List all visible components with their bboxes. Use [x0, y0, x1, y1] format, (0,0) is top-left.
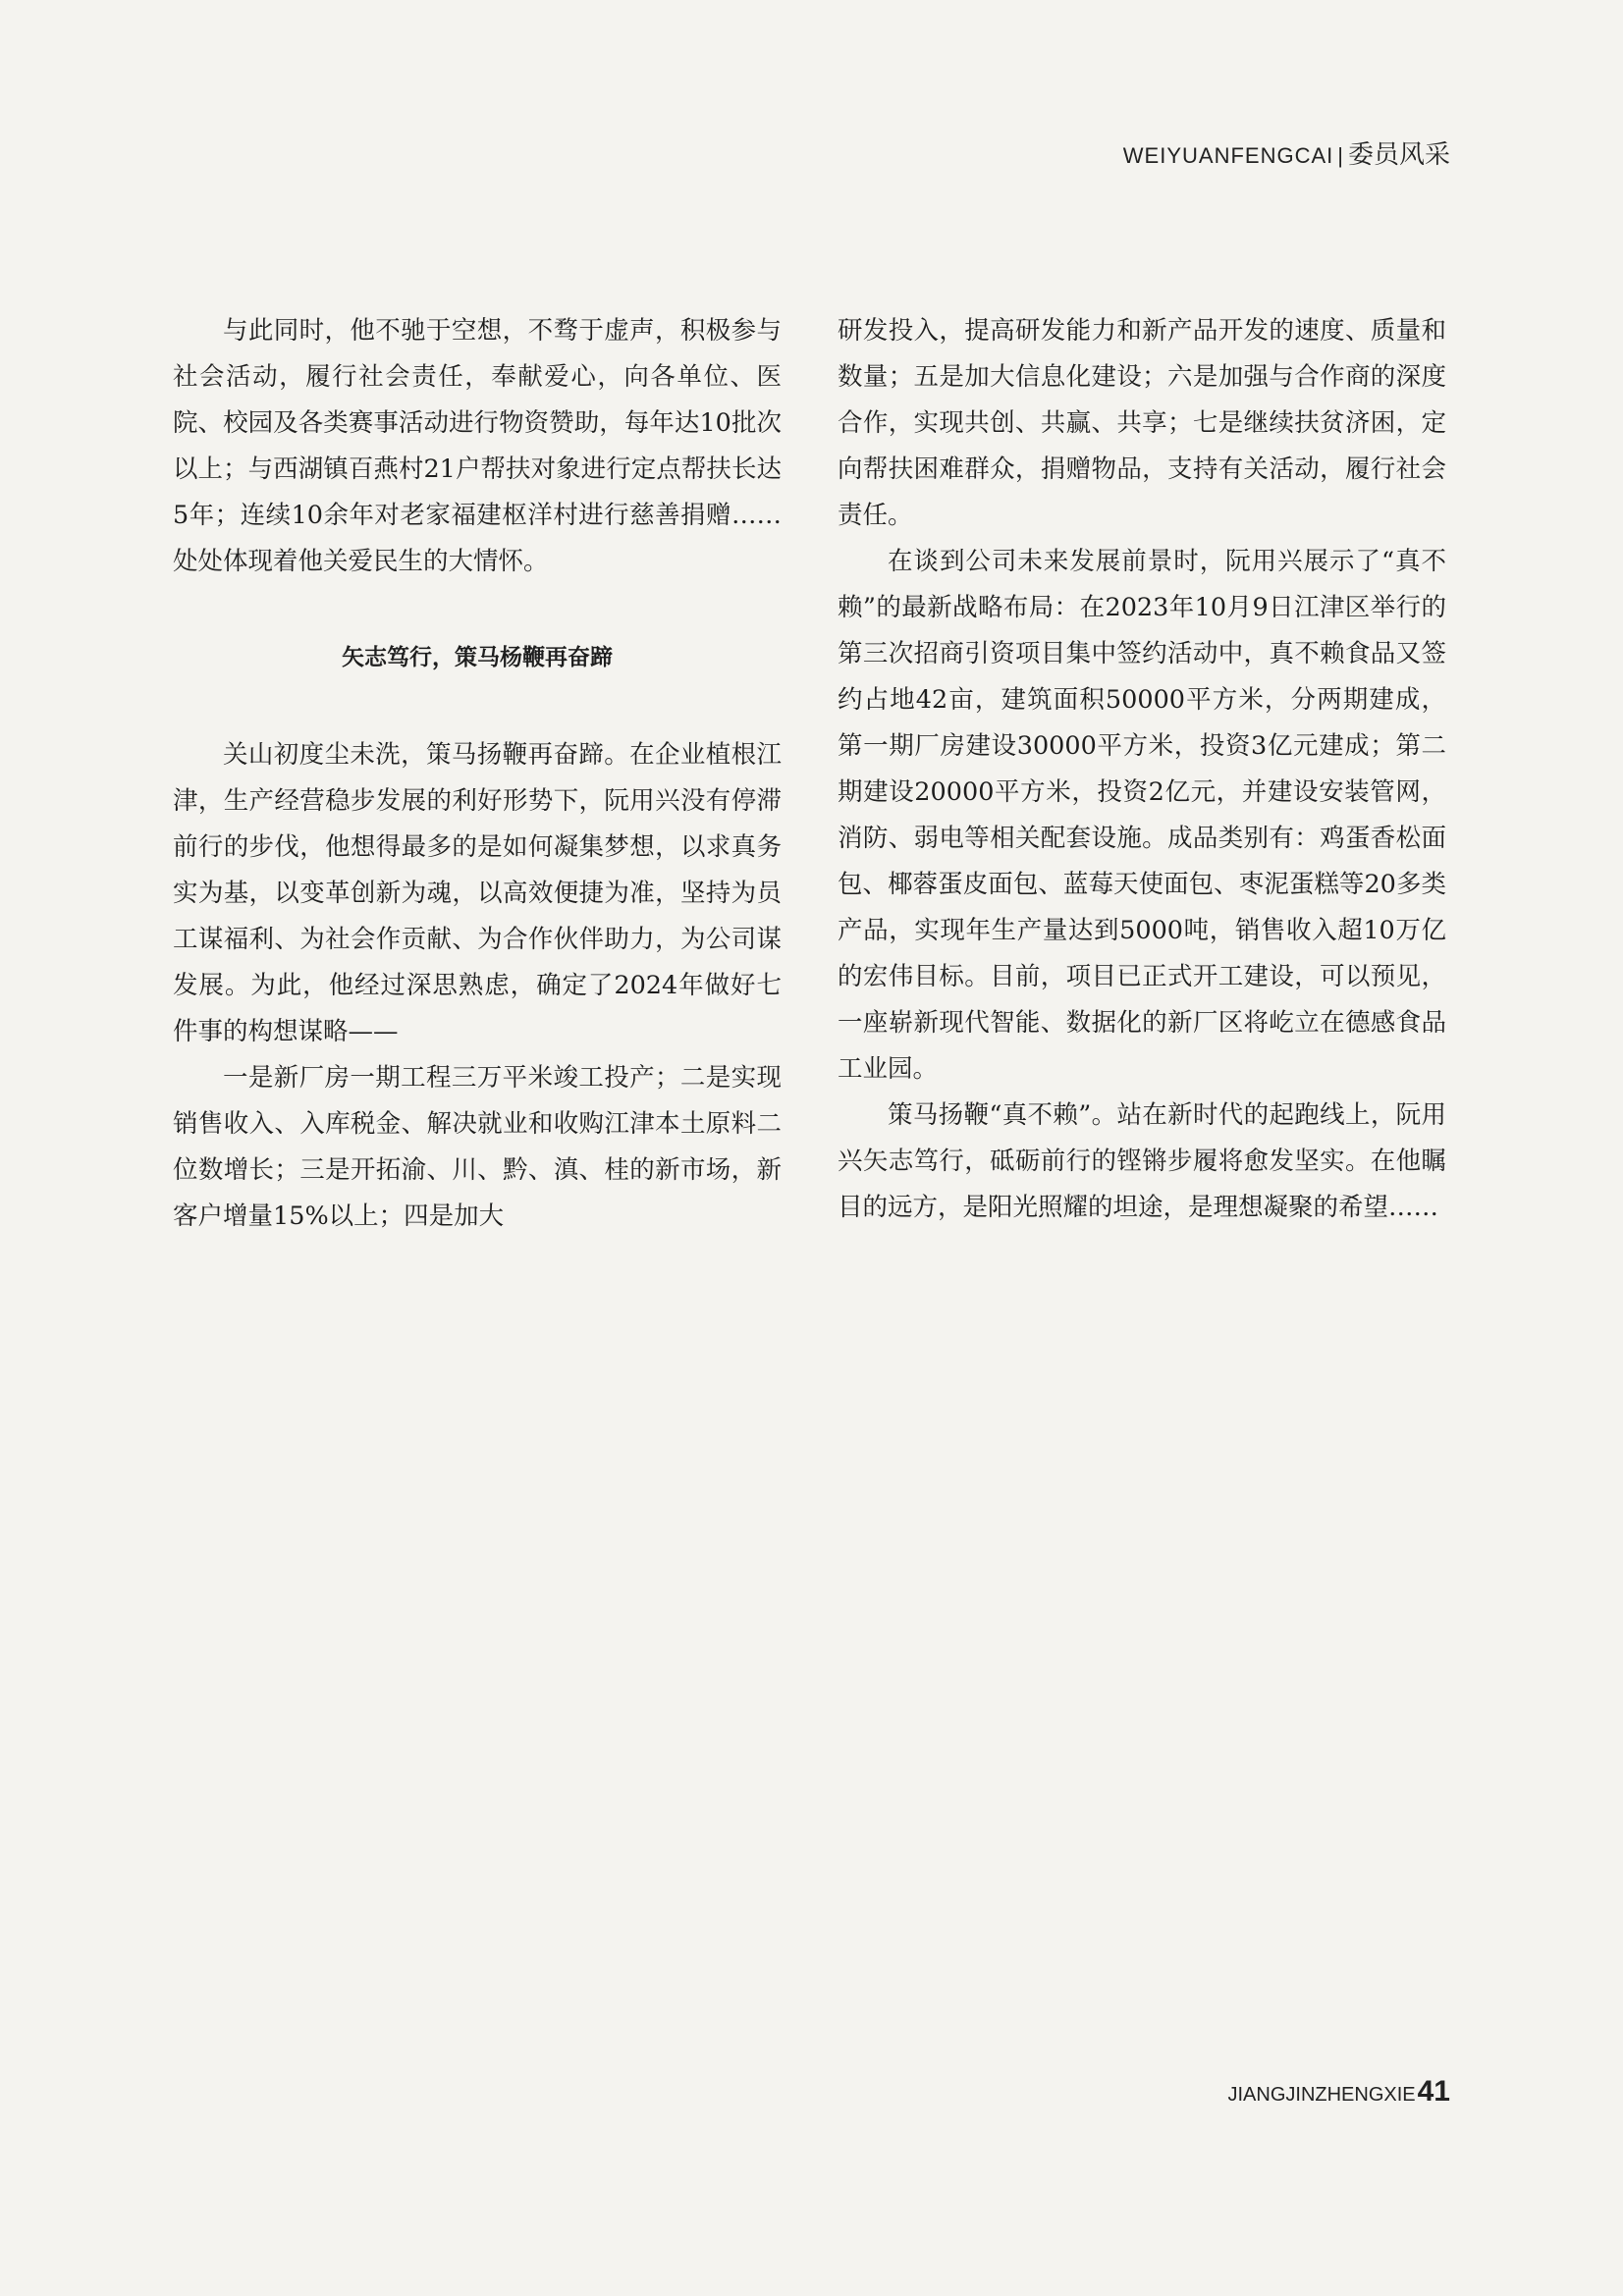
left-paragraph-1: 与此同时，他不驰于空想，不骛于虚声，积极参与社会活动，履行社会责任，奉献爱心，向各单位、医院、校园及各类赛事活动进行物资赞助，每年达10批次以上；与西湖镇百燕村21户帮扶对象进行定点帮扶长达5年；连续10余年对老家福建枢洋村进行慈善捐赠……处处体现着他关爱民生的大情怀。 — [173, 316, 782, 576]
running-header — [1123, 134, 1450, 171]
page-number: 41 — [1417, 2075, 1450, 2108]
right-paragraph-3: 策马扬鞭“真不赖”。站在新时代的起跑线上，阮用兴矢志笃行，砥砺前行的铿锵步履将愈发坚实。在他瞩目的远方，是阳光照耀的坦途，是理想凝聚的希望…… — [838, 1100, 1446, 1222]
header-separator: | — [1337, 143, 1344, 168]
right-paragraph-2: 在谈到公司未来发展前景时，阮用兴展示了“真不赖”的最新战略布局：在2023年10月9日江津区举行的第三次招商引资项目集中签约活动中，真不赖食品又签约占地42亩，建筑面积50000平方米，分两期建成，第一期厂房建设30000平方米，投资3亿元建成；第二期建设20000平方米，投资2亿元，并建设安装管网，消防、弱电等相关配套设施。成品类别有：鸡蛋香松面包、椰蓉蛋皮面包、蓝莓天使面包、枣泥蛋糕等20多类产品，实现年生产量达到5000吨，销售收入超10万亿的宏伟目标。目前，项目已正式开工建设，可以预见，一座崭新现代智能、数据化的新厂区将屹立在德感食品工业园。 — [838, 547, 1446, 1084]
page-footer — [1227, 2075, 1450, 2109]
header-section-name: 委员风采 — [1347, 139, 1450, 169]
right-paragraph-continued: 研发投入，提高研发能力和新产品开发的速度、质量和数量；五是加大信息化建设；六是加强与合作商的深度合作，实现共创、共赢、共享；七是继续扶贫济困，定向帮扶困难群众，捐赠物品，支持有关活动，履行社会责任。 — [838, 316, 1446, 530]
left-column — [173, 308, 782, 1240]
header-pinyin: WEIYUANFENGCAI — [1122, 143, 1334, 168]
left-paragraph-3: 一是新厂房一期工程三万平米竣工投产；二是实现销售收入、入库税金、解决就业和收购江津本土原料二位数增长；三是开拓渝、川、黔、滇、桂的新市场，新客户增量15%以上；四是加大 — [173, 1063, 782, 1231]
footer-journal-name: JIANGJINZHENGXIE — [1227, 2084, 1416, 2106]
right-column — [838, 308, 1446, 1231]
section-title: 矢志笃行，策马杨鞭再奋蹄 — [342, 645, 613, 670]
left-paragraph-2: 关山初度尘未洗，策马扬鞭再奋蹄。在企业植根江津，生产经营稳步发展的利好形势下，阮用兴没有停滞前行的步伐，他想得最多的是如何凝集梦想，以求真务实为基，以变革创新为魂，以高效便捷为准，坚持为员工谋福利、为社会作贡献、为合作伙伴助力，为公司谋发展。为此，他经过深思熟虑，确定了2024年做好七件事的构想谋略—— — [173, 740, 782, 1046]
